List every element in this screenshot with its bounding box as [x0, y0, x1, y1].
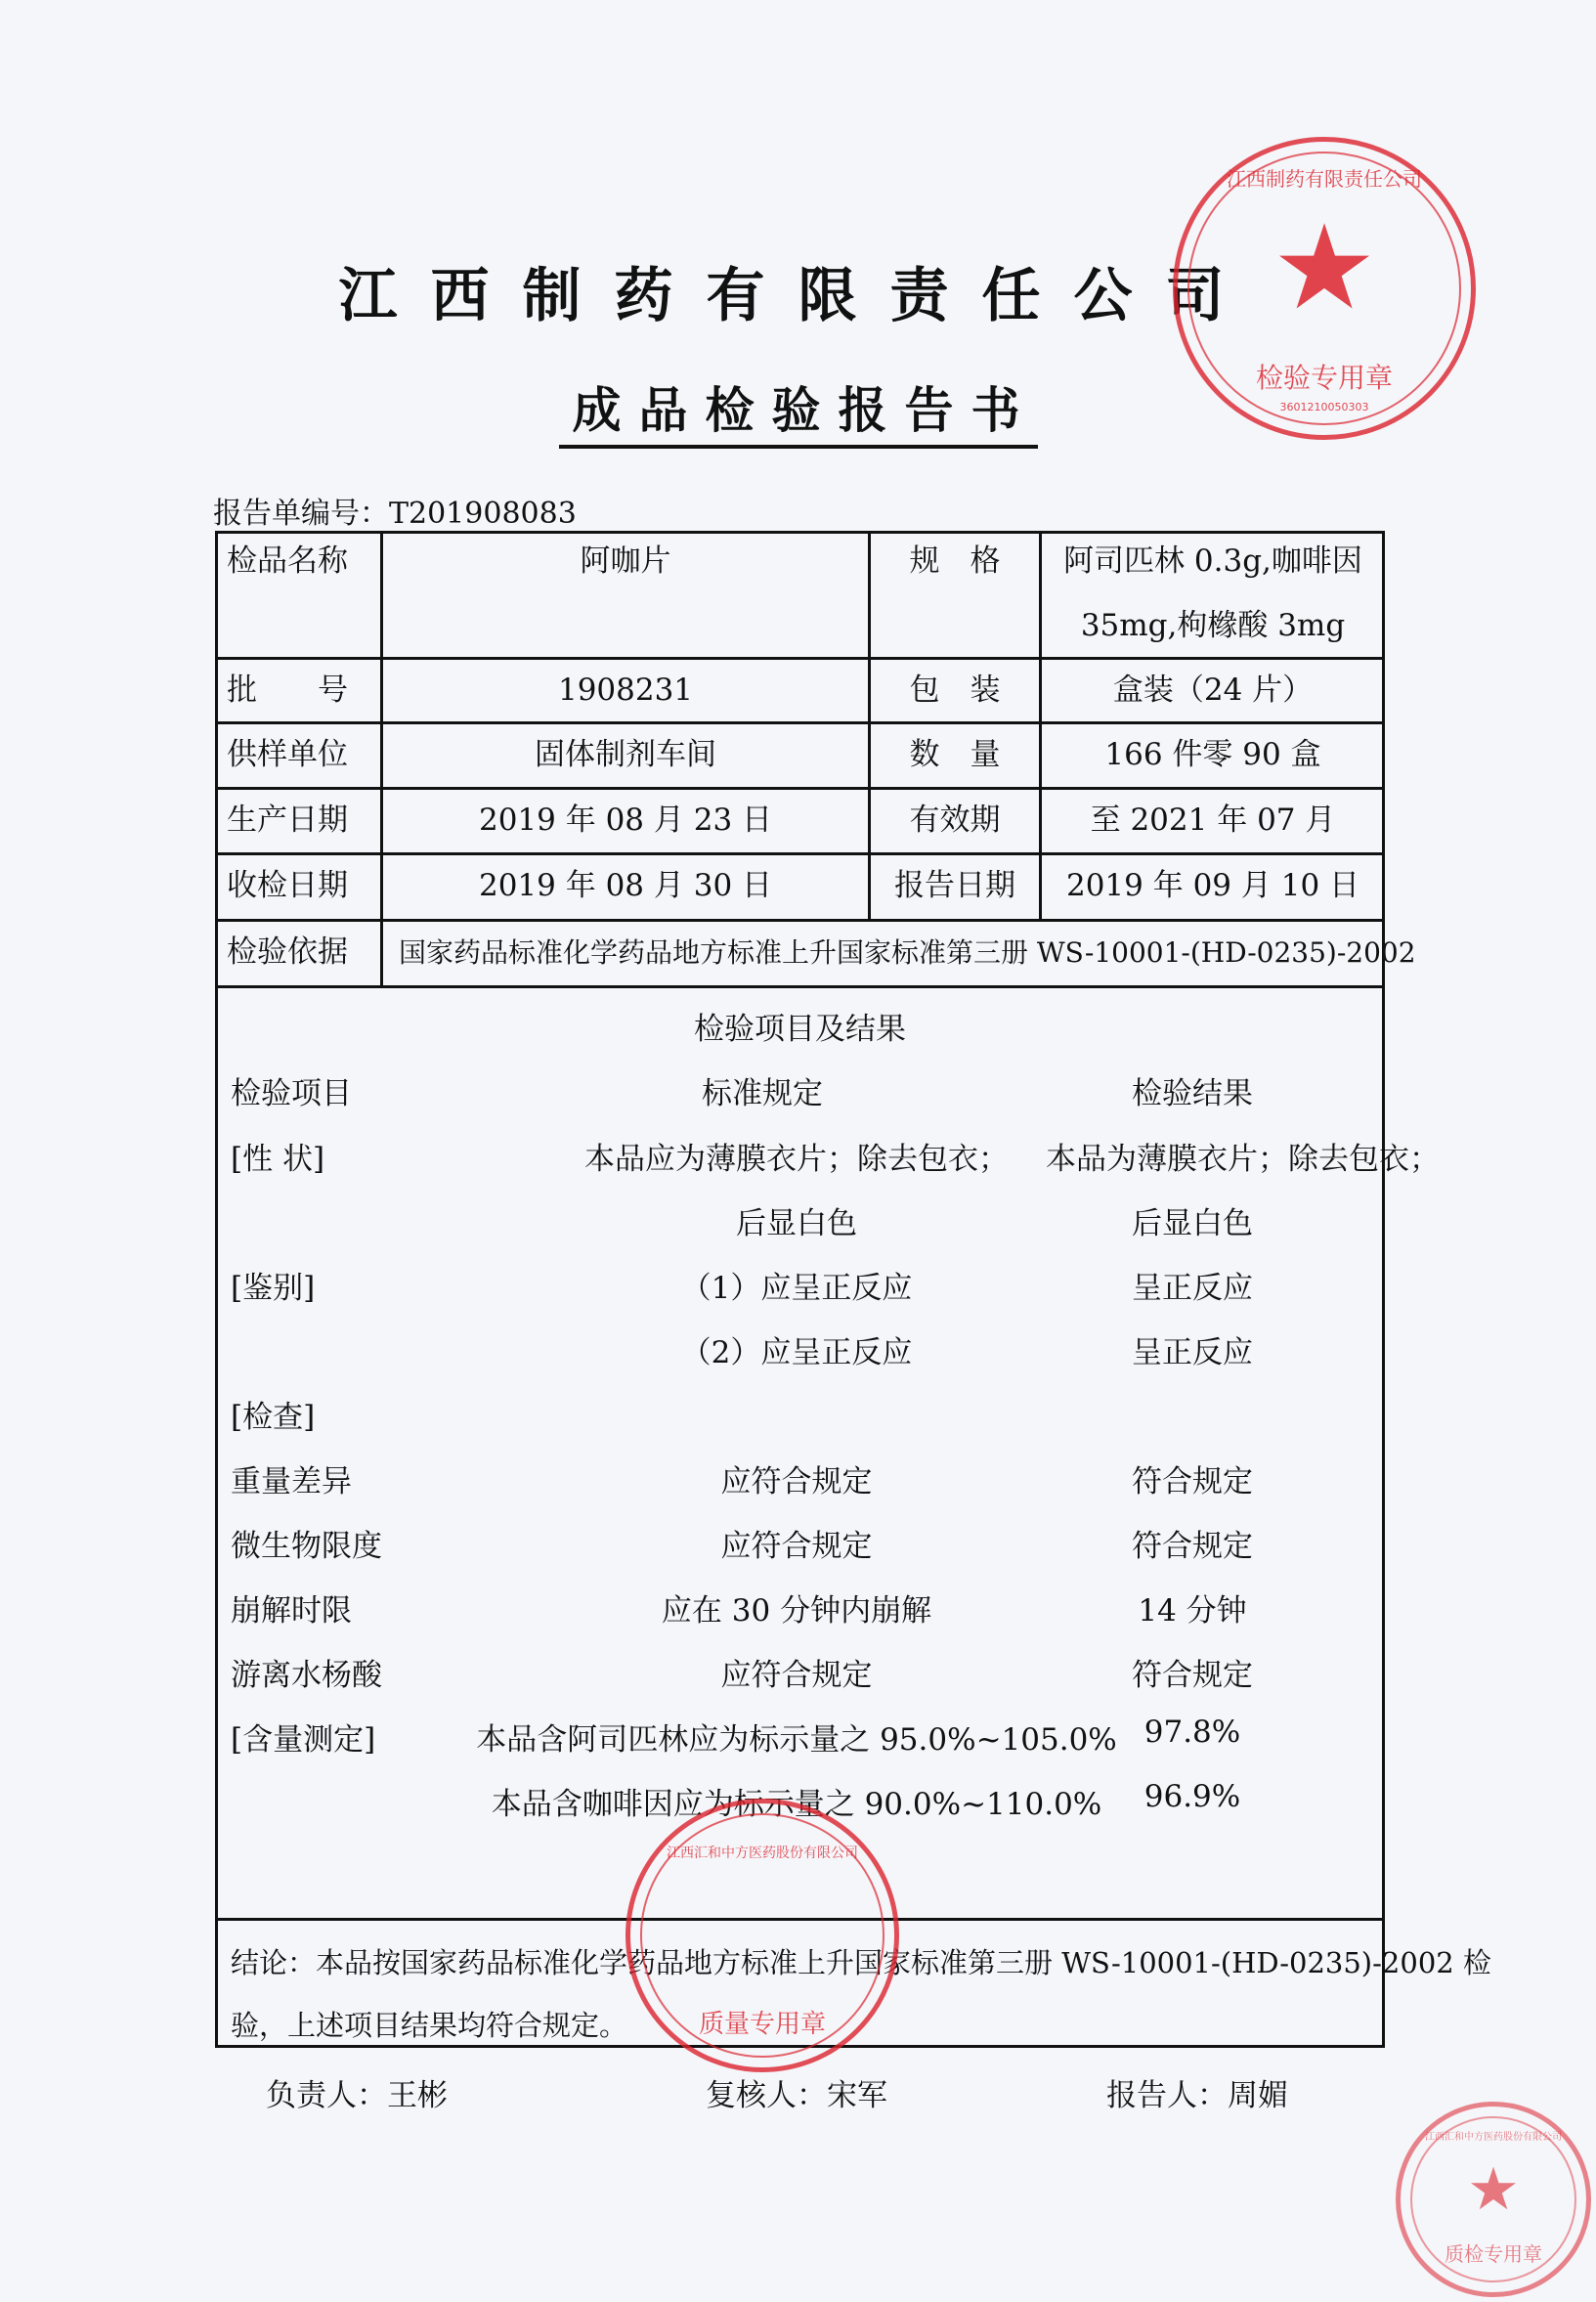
column-header-item: 检验项目 — [231, 1076, 352, 1111]
inspection-seal-stamp: ★ 检验专用章 江西制药有限责任公司 3601210050303 — [1173, 137, 1476, 440]
table-divider — [215, 985, 1385, 988]
quality-seal-stamp — [625, 1799, 899, 2072]
result-value: 14 分钟 — [1138, 1593, 1247, 1629]
result-value: 符合规定 — [1132, 1464, 1253, 1499]
value-expiry: 至 2021 年 07 月 — [1090, 803, 1336, 838]
result-standard: 本品应为薄膜衣片；除去包衣； — [584, 1142, 1009, 1177]
signature-reviewer: 复核人：宋军 — [706, 2078, 887, 2113]
seal-name: 江西制药有限责任公司 — [1227, 167, 1422, 191]
result-item: 微生物限度 — [231, 1529, 382, 1564]
value-batch: 1908231 — [557, 673, 694, 708]
table-divider — [215, 657, 1385, 660]
value-quantity: 166 件零 90 盒 — [1104, 737, 1321, 772]
seal-name: 江西汇和中方医药股份有限公司 — [667, 1846, 858, 1861]
result-item: [检查] — [231, 1400, 316, 1435]
result-value: 97.8% — [1143, 1715, 1241, 1750]
label-basis: 检验依据 — [227, 934, 348, 970]
value-spec-line1: 阿司匹林 0.3g,咖啡因 — [1063, 543, 1362, 579]
value-supplier: 固体制剂车间 — [535, 737, 716, 772]
result-standard: （2）应呈正反应 — [680, 1335, 913, 1370]
label-quantity: 数 量 — [909, 737, 1001, 772]
signature-reporter: 报告人：周媚 — [1106, 2078, 1288, 2113]
label-production-date: 生产日期 — [227, 803, 348, 838]
value-spec-line2: 35mg,枸橼酸 3mg — [1080, 608, 1346, 643]
result-item: [鉴别] — [231, 1271, 316, 1306]
value-package: 盒装（24 片） — [1112, 673, 1314, 708]
result-value: 呈正反应 — [1132, 1271, 1253, 1306]
conclusion-line2: 验，上述项目结果均符合规定。 — [231, 2009, 628, 2042]
result-standard: 后显白色 — [736, 1206, 857, 1241]
label-received-date: 收检日期 — [227, 868, 348, 903]
result-item: [性 状] — [231, 1142, 325, 1177]
report-number: 报告单编号：T201908083 — [213, 497, 577, 531]
corner-seal-stamp: ★ 江西汇和中方医药股份有限公司 质检专用章 — [1396, 2102, 1591, 2297]
seal-name: 江西汇和中方医药股份有限公司 — [1425, 2132, 1562, 2143]
result-item: 游离水杨酸 — [231, 1658, 382, 1693]
results-section-title: 检验项目及结果 — [694, 1012, 906, 1047]
result-value: 符合规定 — [1132, 1529, 1253, 1564]
seal-purpose: 质量专用章 — [698, 2010, 826, 2039]
label-spec: 规 格 — [909, 543, 1001, 579]
result-value: 符合规定 — [1132, 1658, 1253, 1693]
result-standard: 应在 30 分钟内崩解 — [661, 1593, 932, 1629]
result-value: 96.9% — [1143, 1779, 1241, 1814]
result-standard: 应符合规定 — [720, 1464, 873, 1499]
result-standard: 应符合规定 — [720, 1658, 873, 1693]
signature-responsible: 负责人：王彬 — [266, 2078, 448, 2113]
result-standard: （1）应呈正反应 — [680, 1271, 913, 1306]
seal-purpose: 质检专用章 — [1445, 2242, 1542, 2266]
value-report-date: 2019 年 09 月 10 日 — [1065, 868, 1360, 903]
label-report-date: 报告日期 — [894, 868, 1015, 903]
result-value: 本品为薄膜衣片；除去包衣； — [1046, 1142, 1440, 1177]
table-divider — [215, 852, 1385, 855]
company-name: 江西制药有限责任公司 — [338, 262, 1258, 330]
seal-purpose: 检验专用章 — [1255, 362, 1393, 394]
table-divider — [215, 721, 1385, 724]
result-item: [含量测定] — [231, 1722, 376, 1758]
result-standard: 本品含阿司匹林应为标示量之 95.0%~105.0% — [476, 1722, 1117, 1758]
result-item: 崩解时限 — [231, 1593, 352, 1629]
table-divider — [215, 787, 1385, 790]
value-production-date: 2019 年 08 月 23 日 — [478, 803, 773, 838]
conclusion-line1: 结论：本品按国家药品标准化学药品地方标准上升国家标准第三册 WS-10001-(HD-0235)-2002 检 — [231, 1946, 1491, 1979]
label-package: 包 装 — [909, 673, 1001, 708]
value-received-date: 2019 年 08 月 30 日 — [478, 868, 773, 903]
label-batch: 批 号 — [227, 673, 348, 708]
result-standard: 本品含咖啡因应为标示量之 90.0%~110.0% — [491, 1787, 1102, 1822]
value-basis: 国家药品标准化学药品地方标准上升国家标准第三册 WS-10001-(HD-0235)-2002 — [399, 936, 1416, 969]
result-value: 后显白色 — [1132, 1206, 1253, 1241]
label-supplier: 供样单位 — [227, 737, 348, 772]
table-divider — [1039, 531, 1042, 919]
value-product-name: 阿咖片 — [580, 543, 671, 579]
label-expiry: 有效期 — [909, 803, 1001, 838]
column-header-result: 检验结果 — [1132, 1076, 1253, 1111]
table-divider — [215, 919, 1385, 922]
seal-code: 3601210050303 — [1279, 401, 1369, 413]
table-divider — [868, 531, 871, 919]
result-standard: 应符合规定 — [720, 1529, 873, 1564]
result-value: 呈正反应 — [1132, 1335, 1253, 1370]
report-title-text: 成品检验报告书 — [559, 382, 1038, 449]
result-item: 重量差异 — [231, 1464, 352, 1499]
column-header-standard: 标准规定 — [702, 1076, 823, 1111]
label-product-name: 检品名称 — [227, 543, 348, 579]
